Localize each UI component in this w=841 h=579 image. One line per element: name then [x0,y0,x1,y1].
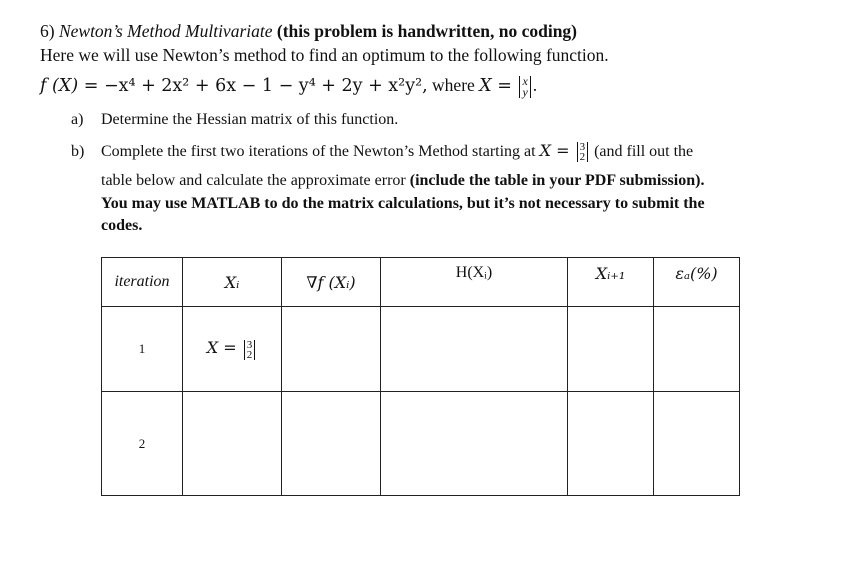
start-top: 3 [579,141,586,154]
function-rhs: −x⁴ + 2x² + 6x − 1 − y⁴ + 2y + x²y², [103,76,428,96]
row-1-x-top: 3 [246,338,253,351]
row-2-hessian-cell[interactable] [381,392,568,496]
part-b-line-4 [101,216,142,236]
row-1-xi [183,307,282,392]
where-label: where [427,75,480,95]
header-iteration: iteration [102,258,183,307]
part-b-text-2: (and fill out the [590,143,694,160]
table-row [102,307,740,392]
function-definition: f (X) = −x⁴ + 2x² + 6x − 1 − y⁴ + 2y + x²y², where X = x y . [40,73,538,99]
header-xi: Xᵢ [183,258,282,307]
row-1-x-vector [244,340,256,360]
header-error: εₐ(%) [654,258,740,307]
row-1-iteration: 1 [102,307,183,392]
problem-note: (this problem is handwritten, no coding) [276,21,578,41]
part-b-line2-start: table below and calculate the approximate error [101,172,410,189]
start-vector [577,142,589,162]
iteration-table [101,257,740,496]
vector-y: y [522,84,528,99]
problem-heading [40,20,577,42]
row-1-hessian-cell[interactable] [381,307,568,392]
header-hessian: H(Xᵢ) [381,258,568,307]
part-a-text: Determine the Hessian matrix of this function. [101,111,399,128]
problem-number: 6) [40,21,55,41]
where-var: X = [479,76,518,96]
row-2-error-cell[interactable] [654,392,740,496]
row-2-gradient-cell[interactable] [282,392,381,496]
part-a-label: a) [71,111,84,128]
row-2-xi-cell[interactable] [183,392,282,496]
part-a [71,110,398,130]
part-b-line2-bold: (include the table in your PDF submission). [409,172,705,189]
row-1-x-label: X = [206,338,242,358]
part-b-text-1: Complete the first two iterations of the Newton’s Method starting at [101,143,540,160]
vector-x: x [522,73,528,88]
row-2-iteration: 2 [102,392,183,496]
function-lhs: f (X) = [40,76,104,96]
part-b-line-3 [101,194,705,214]
table-header-row [102,258,740,307]
problem-intro: Here we will use Newton’s method to find an optimum to the following function. [40,45,609,65]
row-2-xnext-cell[interactable] [568,392,654,496]
header-xnext: Xᵢ₊₁ [568,258,654,307]
problem-title: Newton’s Method Multivariate [58,21,273,41]
row-1-error-cell[interactable] [654,307,740,392]
part-b-label: b) [71,143,85,160]
row-1-xnext-cell[interactable] [568,307,654,392]
part-b-line-2 [101,171,704,191]
table-row [102,392,740,496]
start-bottom: 2 [579,151,586,164]
row-1-x-bottom: 2 [246,348,253,361]
header-gradient: ∇f (Xᵢ) [282,258,381,307]
part-b [71,141,693,162]
variable-vector [519,73,530,99]
row-1-gradient-cell[interactable] [282,307,381,392]
part-b-line4-bold: codes. [101,217,143,234]
part-b-line3-bold: You may use MATLAB to do the matrix calculations, but it’s not necessary to submit the [101,195,705,212]
part-b-var: X = [539,141,575,160]
